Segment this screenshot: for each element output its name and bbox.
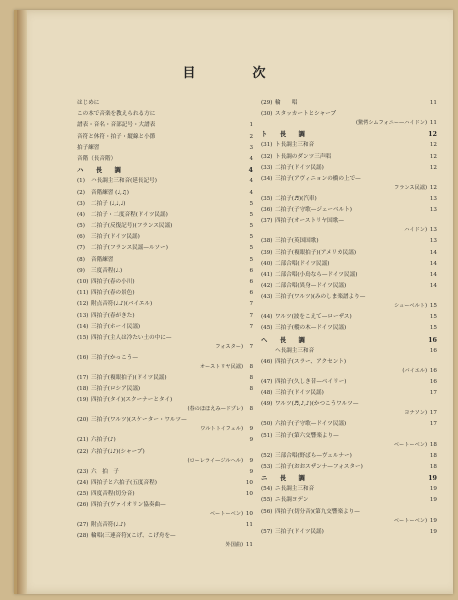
toc-entry-number: (21)	[77, 437, 89, 444]
toc-page-number: 6	[249, 279, 253, 285]
toc-entry-number: (23)	[77, 468, 89, 475]
toc-page-number: 7	[249, 343, 253, 350]
toc-page-number: 4	[249, 155, 253, 162]
toc-entry-label: 三拍子(ホーイ民謡)	[91, 323, 141, 330]
toc-page-number: 1	[249, 122, 253, 129]
toc-entry	[261, 174, 437, 194]
toc-entry-number: (38)	[261, 238, 273, 245]
toc-entry-number: (53)	[261, 463, 273, 470]
toc-entry	[77, 120, 253, 131]
toc-page-number: 12	[429, 164, 437, 171]
toc-entry	[261, 292, 437, 312]
toc-page-number: 5	[249, 223, 253, 230]
toc-section-heading	[261, 129, 437, 140]
toc-entry-number: (17)	[77, 374, 89, 381]
toc-entry	[77, 353, 253, 373]
toc-page-number: 12	[429, 142, 437, 149]
toc-entry-number: (1)	[77, 178, 85, 185]
toc-page-number: 5	[249, 200, 253, 207]
toc-entry-label: 四拍子(タイ)(スクーナーとタイ)	[91, 397, 173, 404]
toc-entry	[261, 98, 437, 109]
toc-page-number: 4	[249, 178, 253, 185]
toc-entry-number: (28)	[77, 533, 89, 540]
toc-page-number: 16	[429, 347, 437, 354]
toc-entry-number: (3)	[77, 200, 85, 207]
toc-entry-number: (25)	[77, 490, 89, 497]
toc-entry-number: (45)	[261, 325, 273, 332]
toc-entry	[77, 232, 253, 243]
toc-entry-number: (18)	[77, 386, 89, 393]
toc-entry-label: ヘ長調主三和音	[275, 347, 315, 354]
toc-entry-label: 三拍子(アヴィニョンの橋の上で—	[275, 175, 361, 182]
toc-entry-label: 四拍子(春の小川)	[91, 279, 135, 285]
toc-entry-number: (8)	[77, 256, 85, 263]
toc-entry	[77, 311, 253, 322]
toc-entry-label: 四拍子(ヴァイオリン協奏曲—	[91, 502, 166, 509]
toc-page-number: 12	[429, 184, 437, 191]
toc-entry	[77, 188, 253, 199]
toc-entry-number: (37)	[261, 218, 273, 225]
toc-entry-label: スタッカートとシャープ	[275, 111, 337, 118]
toc-page-number: 3	[249, 144, 253, 151]
toc-entry-subtitle: (バイエル)	[402, 368, 427, 374]
toc-entry-number: (51)	[261, 432, 273, 439]
toc-page-number: 2	[249, 133, 253, 140]
toc-page-number: 17	[429, 421, 437, 428]
toc-entry-label: 六 拍 子	[91, 468, 119, 475]
toc-entry	[261, 259, 437, 270]
toc-page-number: 6	[249, 290, 253, 297]
toc-entry	[261, 462, 437, 473]
toc-entry	[77, 221, 253, 232]
toc-entry	[261, 163, 437, 174]
toc-entry-label: ハ 長 調	[77, 166, 124, 175]
toc-entry-number: (7)	[77, 245, 85, 252]
toc-page-number: 5	[249, 234, 253, 241]
toc-entry	[77, 266, 253, 277]
toc-entry-label: ハ長調主三和音(延長記号)	[91, 178, 157, 185]
toc-page-number: 19	[429, 497, 437, 504]
toc-entry-label: 二拍子(おおスザンナ—フォスター)	[275, 463, 363, 470]
toc-page-number: 11	[245, 542, 253, 549]
toc-entry-number: (29)	[261, 100, 273, 106]
toc-entry	[77, 210, 253, 221]
toc-entry-number: (4)	[77, 211, 85, 218]
toc-entry-label: 六拍子(子守歌—ドイツ民謡)	[275, 421, 347, 428]
toc-entry	[77, 299, 253, 310]
toc-page-number: 19	[429, 486, 437, 493]
toc-entry	[77, 520, 253, 531]
book-spine	[17, 10, 27, 594]
toc-entry	[77, 415, 253, 435]
toc-entry-label: ワルツ(波をこえて—ローザス)	[275, 314, 352, 321]
toc-entry	[77, 531, 253, 551]
toc-entry	[261, 194, 437, 205]
toc-entry-label: 三拍子(ワルツ)(みのしま楽譜より—	[275, 294, 366, 301]
toc-page-number: 8	[249, 374, 253, 381]
toc-page-number: 15	[429, 314, 437, 321]
toc-entry-label: ヘ 長 調	[261, 335, 308, 344]
toc-entry-label: 四拍子(スラー、アクセント)	[275, 359, 347, 365]
toc-entry-subtitle: (春のほほえみ—ドプレ)	[187, 406, 243, 413]
toc-page-number: 10	[245, 511, 253, 518]
toc-entry-number: (44)	[261, 314, 273, 321]
toc-entry-number: (55)	[261, 497, 273, 504]
toc-entry	[77, 478, 253, 489]
toc-entry	[77, 277, 253, 288]
toc-entry-label: 音階練習 (♩,♫)	[91, 189, 129, 196]
toc-entry-label: 六拍子(♪)	[91, 437, 116, 444]
toc-page-number: 13	[429, 195, 437, 202]
toc-entry-number: (39)	[261, 249, 273, 256]
toc-page-number: 10	[245, 479, 253, 486]
toc-entry-label: 拍子練習	[77, 144, 100, 151]
toc-page-number: 9	[249, 426, 253, 433]
toc-entry	[261, 388, 437, 399]
toc-page-number: 12	[429, 153, 437, 160]
toc-entry-label: 二拍子・二度音程(ドイツ民謡)	[91, 211, 168, 218]
toc-entry-label: 六拍子(♩♪)(シャープ)	[91, 448, 145, 455]
toc-page-number: 5	[249, 245, 253, 252]
toc-entry-number: (32)	[261, 153, 273, 160]
book-page	[14, 10, 453, 594]
toc-entry-subtitle: オーストリヤ民謡)	[199, 363, 243, 370]
toc-page-number: 10	[245, 490, 253, 497]
toc-entry-label: 音階練習	[91, 256, 114, 263]
toc-entry-subtitle: ベートーベン)	[393, 517, 427, 524]
toc-entry-label: 二拍子(子守歌—ジェーベルト)	[275, 207, 352, 214]
toc-entry-label: 三部合唱(野ばら—ヴェルナー)	[275, 452, 352, 459]
toc-entry-number: (57)	[261, 528, 273, 535]
toc-page-number: 13	[429, 238, 437, 245]
toc-entry-label: 輪唱(三連音符)(こげ、こげ舟を—	[91, 533, 176, 540]
toc-entry-label: ト長調主三和音	[275, 142, 315, 149]
toc-entry-label: 二拍子(ドイツ民謡)	[275, 164, 324, 171]
toc-entry-number: (52)	[261, 452, 273, 459]
toc-entry-subtitle: ワルトトイフェル)	[200, 426, 243, 433]
toc-entry-label: 三度音程(♩.)	[91, 267, 123, 274]
toc-page-number: 5	[249, 211, 253, 218]
toc-entry-number: (42)	[261, 283, 273, 290]
toc-entry-number: (11)	[77, 290, 89, 297]
toc-entry-number: (12)	[77, 301, 89, 308]
toc-entry-label: 四拍子と六拍子(五度音程)	[91, 479, 157, 486]
toc-page-number: 6	[249, 267, 253, 274]
toc-entry	[77, 395, 253, 415]
toc-page-number: 9	[249, 468, 253, 475]
toc-page-number: 14	[429, 260, 437, 267]
toc-entry	[77, 322, 253, 333]
toc-right-column	[261, 98, 437, 538]
toc-entry-subtitle: フォスター)	[215, 343, 243, 350]
toc-entry-label: 三拍子(複眼拍子)(アメリカ民謡)	[275, 249, 357, 256]
toc-page-number: 7	[249, 312, 253, 319]
toc-entry	[77, 384, 253, 395]
toc-entry-label: ニ長調ヨデン	[275, 497, 309, 504]
toc-entry-label: 四拍子(春の景色)	[91, 290, 135, 297]
toc-entry-number: (16)	[77, 354, 89, 361]
toc-page-number: 9	[249, 457, 253, 464]
toc-entry-label: 三拍子(複眼拍子)(ドイツ民謡)	[91, 374, 167, 381]
toc-entry-subtitle: シューベルト)	[393, 303, 427, 310]
toc-entry-label: 二部合唱(ドイツ民謡)	[275, 260, 330, 267]
toc-entry-label: ト長調のダンツ三声唱	[275, 153, 331, 160]
toc-entry	[261, 216, 437, 236]
toc-entry	[261, 140, 437, 151]
toc-entry	[261, 507, 437, 527]
toc-entry-subtitle: (驚愕シムフォニー—ハイドン)	[355, 120, 427, 127]
toc-page-number: 11	[429, 120, 437, 127]
toc-entry-number: (46)	[261, 359, 273, 365]
toc-entry-label: 三拍子(ドイツ民謡)	[275, 390, 324, 397]
toc-entry-label: 四拍子(主人は冷たい土の中に—	[91, 334, 172, 341]
toc-entry-label: 譜表・音名・音部記号・大譜表	[77, 122, 156, 129]
toc-entry	[77, 132, 253, 143]
toc-page-number: 18	[429, 441, 437, 448]
toc-entry	[77, 199, 253, 210]
toc-entry-label: ト 長 調	[261, 130, 308, 139]
toc-entry-number: (27)	[77, 522, 89, 529]
toc-entry	[77, 176, 253, 187]
toc-entry-label: 音符と休符・拍子・縦線と小節	[77, 133, 156, 140]
toc-entry-number: (20)	[77, 417, 89, 424]
toc-entry	[261, 323, 437, 334]
toc-entry	[261, 346, 437, 357]
toc-entry	[261, 484, 437, 495]
toc-page-number: 16	[429, 379, 437, 385]
toc-entry-number: (54)	[261, 486, 273, 493]
toc-entry	[261, 419, 437, 430]
toc-entry	[261, 527, 437, 538]
toc-entry-label: 四拍子(春がきた)	[91, 312, 135, 319]
toc-entry-subtitle: (ローレライ—ジルヘル)	[187, 457, 243, 464]
toc-entry-number: (49)	[261, 401, 273, 408]
toc-page-number: 8	[249, 363, 253, 370]
toc-section-heading	[77, 165, 253, 176]
toc-entry-number: (50)	[261, 421, 273, 428]
toc-entry-number: (13)	[77, 312, 89, 319]
toc-entry	[261, 399, 437, 419]
toc-entry	[261, 357, 437, 377]
toc-entry-label: 三拍子(ドイツ民謡)	[91, 234, 140, 241]
toc-entry	[77, 109, 253, 120]
toc-entry-label: 三拍子(かっこう—	[91, 354, 138, 361]
toc-entry-number: (2)	[77, 189, 85, 196]
toc-page-number: 14	[429, 249, 437, 256]
toc-entry-number: (30)	[261, 111, 273, 118]
toc-page-number: 8	[249, 386, 253, 393]
toc-entry-label: 三拍子(第六交響楽より—	[275, 432, 339, 439]
toc-entry	[77, 333, 253, 353]
toc-entry	[77, 373, 253, 384]
toc-entry-label: 音階（長音階）	[77, 155, 117, 162]
toc-page-number: 17	[429, 390, 437, 397]
toc-entry	[261, 377, 437, 388]
toc-entry-label: 四拍子(久しき昔—ベイリー)	[275, 379, 347, 385]
page-title: 目 次	[182, 66, 288, 81]
toc-entry-number: (31)	[261, 142, 273, 149]
toc-entry	[77, 447, 253, 467]
toc-page-number: 19	[429, 517, 437, 524]
toc-page-number: 14	[429, 271, 437, 278]
toc-page-number: 16	[428, 335, 437, 344]
toc-entry-number: (9)	[77, 267, 85, 274]
toc-entry-label: 四拍子(オーストリヤ国歌—	[275, 218, 344, 225]
toc-entry-number: (5)	[77, 223, 85, 230]
toc-entry-subtitle: ベートーベン)	[209, 511, 243, 518]
toc-entry	[261, 281, 437, 292]
toc-entry-label: 二拍子 (♩,♩,♩)	[91, 200, 126, 207]
toc-entry-label: 二拍子(フランス民謡—ルソー)	[91, 245, 168, 252]
toc-entry	[261, 270, 437, 281]
toc-entry-label: 附点音符(♩.♪)	[91, 522, 126, 529]
toc-page-number: 13	[429, 227, 437, 234]
toc-entry-number: (26)	[77, 502, 89, 509]
toc-entry-subtitle: 外国曲)	[225, 542, 243, 549]
toc-page-number: 18	[429, 463, 437, 470]
toc-entry-label: 三拍子(ドイツ民謡)	[275, 528, 324, 535]
toc-entry-number: (34)	[261, 175, 273, 182]
toc-page-number: 19	[428, 473, 437, 482]
toc-entry	[77, 467, 253, 478]
toc-entry-number: (19)	[77, 397, 89, 404]
toc-entry	[77, 288, 253, 299]
toc-entry-number: (56)	[261, 508, 273, 515]
toc-entry	[77, 489, 253, 500]
toc-entry-label: 輪 唱	[275, 100, 298, 106]
toc-entry-subtitle: ヨナソン)	[404, 410, 427, 417]
toc-entry	[261, 248, 437, 259]
toc-left-column	[77, 98, 253, 551]
toc-entry-label: 二拍子(♬)(汽車)	[275, 195, 317, 202]
toc-entry	[77, 255, 253, 266]
toc-page-number: 11	[245, 522, 253, 529]
toc-entry-number: (10)	[77, 279, 89, 285]
toc-entry-label: 三拍子(樅の木—ドイツ民謡)	[275, 325, 347, 332]
toc-entry	[77, 143, 253, 154]
toc-entry	[261, 236, 437, 247]
toc-entry-number: (14)	[77, 323, 89, 330]
toc-page-number: 15	[429, 303, 437, 310]
toc-entry	[77, 98, 253, 109]
toc-page-number: 4	[248, 166, 253, 175]
toc-entry-label: 三拍子(ワルツ)(スケーター・ワルツ—	[91, 417, 187, 424]
toc-entry-number: (48)	[261, 390, 273, 397]
toc-entry-number: (24)	[77, 479, 89, 486]
toc-page-number: 17	[429, 410, 437, 417]
toc-entry-number: (41)	[261, 271, 273, 278]
toc-entry-label: ニ長調主三和音	[275, 486, 315, 493]
toc-entry-number: (15)	[77, 334, 89, 341]
toc-entry-number: (6)	[77, 234, 85, 241]
toc-page-number: 12	[428, 130, 437, 139]
toc-entry-label: 三拍子(英国国歌)	[275, 238, 319, 245]
toc-page-number: 16	[429, 368, 437, 374]
toc-entry	[261, 431, 437, 451]
toc-entry-label: ニ 長 調	[261, 473, 308, 482]
toc-page-number: 14	[429, 283, 437, 290]
toc-entry-label: 二部合唱(小鳥なら—ドイツ民謡)	[275, 271, 358, 278]
toc-entry-number: (40)	[261, 260, 273, 267]
toc-entry-label: 二拍子(反復記号)(フランス民謡)	[91, 223, 173, 230]
toc-page-number: 9	[249, 437, 253, 444]
toc-entry-label: はじめに	[77, 100, 100, 106]
toc-page-number: 15	[429, 325, 437, 332]
toc-page-number: 13	[429, 207, 437, 214]
toc-page-number: 7	[249, 323, 253, 330]
toc-page-number: 4	[249, 189, 253, 196]
toc-entry	[77, 154, 253, 165]
toc-entry-number: (33)	[261, 164, 273, 171]
toc-entry-label: 二部合唱(異身—ドイツ民謡)	[275, 283, 347, 290]
toc-entry-label: ワルツ(♬,♪,♪)(かつこうワルツ—	[275, 401, 359, 408]
toc-entry-number: (43)	[261, 294, 273, 301]
toc-entry-label: 四拍子(切分音)(第九交響楽より—	[275, 508, 360, 515]
toc-entry-label: 附点音符(♩.♪)(バイエル)	[91, 301, 153, 308]
toc-entry	[261, 109, 437, 129]
toc-entry	[261, 451, 437, 462]
toc-entry-subtitle: ハイドン)	[404, 227, 427, 234]
toc-entry	[77, 500, 253, 520]
toc-entry	[77, 435, 253, 446]
toc-entry	[261, 495, 437, 506]
toc-entry-number: (35)	[261, 195, 273, 202]
toc-entry-number: (36)	[261, 207, 273, 214]
toc-entry-subtitle: ベートーベン)	[393, 441, 427, 448]
toc-entry-subtitle: フランス民謡)	[394, 184, 427, 191]
toc-entry	[261, 312, 437, 323]
toc-page-number: 8	[249, 406, 253, 413]
toc-entry	[261, 205, 437, 216]
toc-entry	[261, 152, 437, 163]
toc-page-number: 19	[429, 528, 437, 535]
toc-page-number: 11	[429, 100, 437, 106]
toc-page-number: 7	[249, 301, 253, 308]
toc-page-number: 5	[249, 256, 253, 263]
toc-section-heading	[261, 335, 437, 346]
toc-entry	[77, 243, 253, 254]
toc-entry-label: この本で音楽を教えられる方に	[77, 111, 156, 118]
toc-entry-label: 四度音程(切分音)	[91, 490, 135, 497]
toc-page-number: 18	[429, 452, 437, 459]
toc-entry-label: 三拍子(ロシア民謡)	[91, 386, 141, 393]
toc-section-heading	[261, 473, 437, 484]
toc-entry-number: (22)	[77, 448, 89, 455]
toc-entry-number: (47)	[261, 379, 273, 385]
